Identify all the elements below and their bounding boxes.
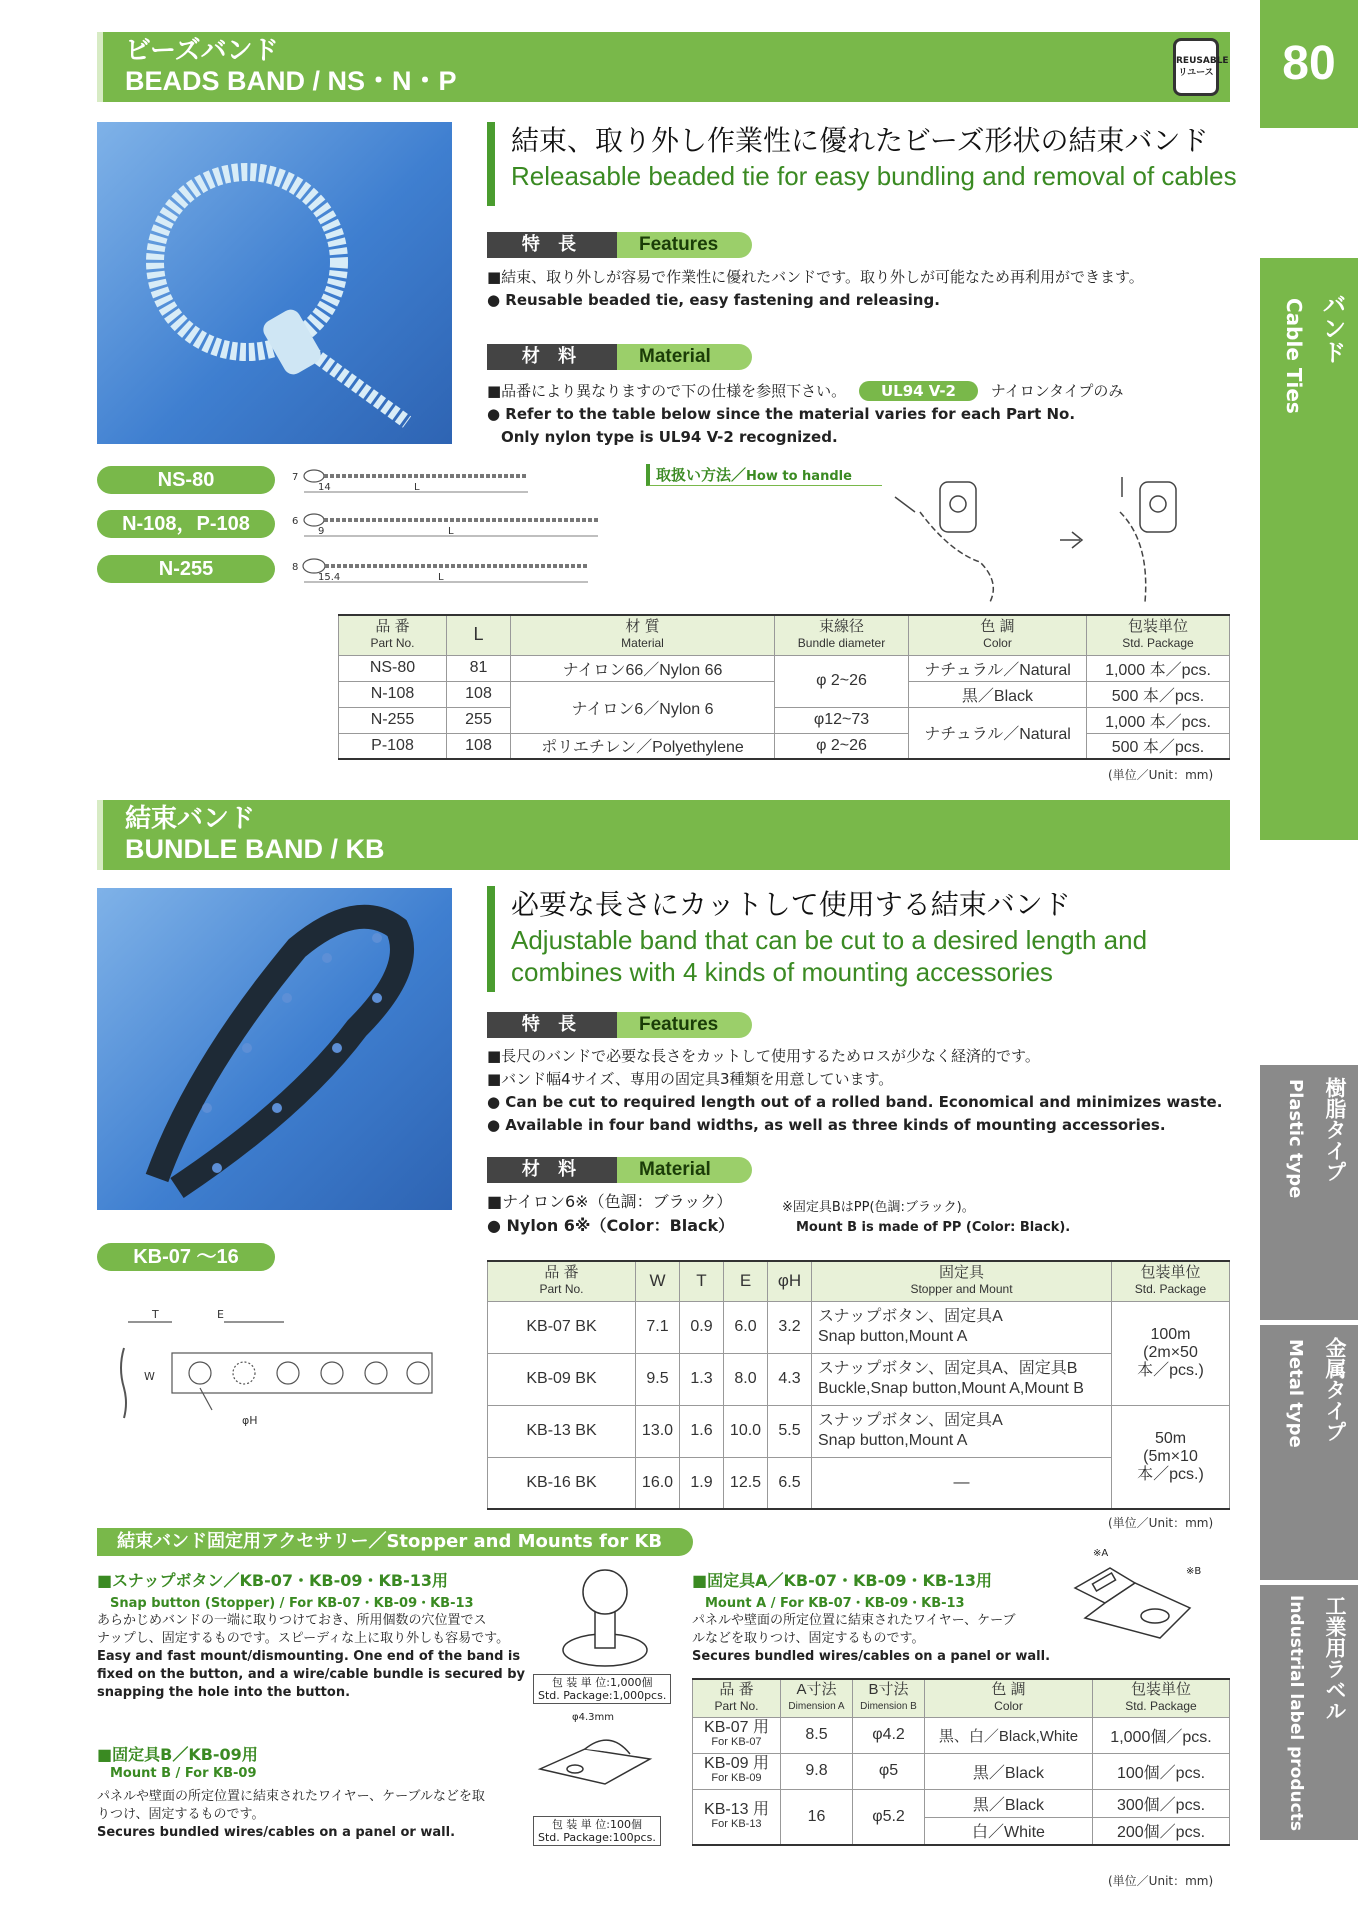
- bundle-features-text: [487, 1045, 1222, 1137]
- page-number-tab: [1260, 0, 1358, 128]
- material-line-jp: ■品番により異なりますので下の仕様を参照下さい。: [487, 382, 847, 400]
- mount-b-package: [533, 1816, 661, 1846]
- material-jp: 材 料: [487, 1157, 617, 1183]
- material-line-en2: Only nylon type is UL94 V-2 recognized.: [501, 428, 838, 446]
- dim-w-3: 15.4: [318, 572, 341, 583]
- page-number: 80: [1282, 37, 1336, 90]
- side-tab-en: Plastic type: [1285, 1079, 1306, 1199]
- side-tab-jp: 金属タイプ: [1323, 1337, 1347, 1442]
- table-row: KB-07 用 For KB-07 8.5 φ4.2 黒、白／Black,White 1,000個／pcs.: [693, 1717, 1230, 1753]
- th-material: 材 質 Material: [511, 615, 775, 655]
- desc-line: ルなどを取りつけ、固定するものです。: [692, 1631, 925, 1646]
- snap-package: [533, 1674, 671, 1704]
- note-jp: ※固定具BはPP(色調:ブラック)。: [782, 1200, 975, 1215]
- table-row: NS-80 81 ナイロン66／Nylon 66 φ 2~26 ナチュラル／Natural 1,000 本／pcs.: [339, 655, 1230, 681]
- dim-w-2: 9: [318, 526, 325, 537]
- mount-a-illustration: [1065, 1558, 1200, 1648]
- bundle-photo: [97, 888, 452, 1210]
- bundle-title-jp: 結束バンド: [125, 804, 256, 834]
- snap-button-illustration: [555, 1562, 655, 1672]
- th-package: 包装単位 Std. Package: [1087, 615, 1230, 655]
- handle-label-jp: 取扱い方法: [656, 466, 732, 484]
- desc-line: ナップし、固定するものです。スピーディな上に取り外しも容易です。: [97, 1631, 510, 1646]
- bundle-spec-table: [487, 1260, 1230, 1510]
- bundle-headline-en2: combines with 4 kinds of mounting accessories: [511, 957, 1053, 987]
- mount-a-table: [692, 1678, 1230, 1846]
- kb-dimension-drawing: [112, 1308, 442, 1428]
- table-row: P-108 108 ポリエチレン／Polyethylene φ 2~26 500 本／pcs.: [339, 733, 1230, 759]
- dim-l-3: L: [438, 572, 444, 583]
- bundle-material-text: [487, 1190, 734, 1238]
- bundle-headline: [487, 886, 1147, 992]
- snap-desc: [97, 1612, 525, 1702]
- pkg-line: 包 装 単 位:100個: [551, 1818, 643, 1831]
- beads-material-bar: [487, 344, 752, 370]
- dim-e: E: [217, 1308, 224, 1321]
- beads-illustration: [97, 122, 452, 444]
- table-row: KB-13 用 For KB-13 16 φ5.2 黒／Black 300個／pcs.: [693, 1789, 1230, 1817]
- material-en: Material: [617, 344, 752, 370]
- mount-a-mark-a: ※A: [1093, 1548, 1109, 1559]
- features-en: Features: [617, 232, 752, 258]
- beads-features-text: [487, 266, 1144, 312]
- material-line-en1: ● Refer to the table below since the material varies for each Part No.: [487, 405, 1076, 423]
- desc-line: Easy and fast mount/dismounting. One end of the band is: [97, 1649, 521, 1664]
- beads-title-jp: ビーズバンド: [125, 36, 279, 66]
- bundle-title-en: BUNDLE BAND / KB: [125, 834, 385, 864]
- pkg-line: Std. Package:100pcs.: [538, 1831, 656, 1844]
- bundle-material-note: [782, 1198, 1070, 1238]
- mount-a-subtitle: Mount A / For KB-07・KB-09・KB-13: [705, 1596, 965, 1611]
- desc-line: あらかじめバンドの一端に取りつけておき、所用個数の穴位置でス: [97, 1613, 487, 1628]
- mount-a-mark-b: ※B: [1186, 1566, 1202, 1577]
- side-tab-en: Metal type: [1285, 1339, 1306, 1448]
- dim-l-1: L: [414, 482, 420, 493]
- desc-line: fixed on the button, and a wire/cable bundle is secured by: [97, 1667, 526, 1682]
- desc-line: Secures bundled wires/cables on a panel or wall.: [97, 1825, 456, 1840]
- side-tab-jp: 樹脂タイプ: [1323, 1077, 1347, 1182]
- acc-unit: (単位／Unit：mm): [1108, 1874, 1214, 1888]
- th-color: 色 調 Color: [909, 615, 1087, 655]
- th-l: L: [447, 615, 511, 655]
- model-pill-ns80: NS-80: [97, 466, 275, 494]
- material-line-en: ● Nylon 6※（Color：Black）: [487, 1216, 735, 1235]
- table-row: KB-09 BK 9.5 1.3 8.0 4.3 スナップボタン、固定具A、固定具B Buckle,Snap button,Mount A,Mount B: [488, 1353, 1230, 1405]
- beads-material-text: [487, 380, 1123, 449]
- bundle-features-bar: [487, 1012, 752, 1038]
- side-tab-jp: バンド: [1318, 292, 1346, 364]
- pkg-line: 包 装 単 位:1,000個: [551, 1676, 653, 1689]
- desc-line: パネルや壁面の所定位置に結束されたワイヤー、ケーブルなどを取: [97, 1789, 485, 1804]
- features-en: Features: [617, 1012, 752, 1038]
- how-to-handle-illustration: [890, 472, 1230, 612]
- side-tab-jp: 工業用ラベル: [1323, 1595, 1347, 1721]
- features-jp: 特 長: [487, 232, 617, 258]
- feature-line: ● Can be cut to required length out of a rolled band. Economical and minimizes waste.: [487, 1093, 1223, 1111]
- snap-title: ■スナップボタン／KB-07・KB-09・KB-13用: [97, 1571, 448, 1590]
- beads-unit: (単位／Unit：mm): [1108, 768, 1214, 782]
- dim-h: φH: [242, 1414, 258, 1427]
- features-jp: 特 長: [487, 1012, 617, 1038]
- feature-line: ● Available in four band widths, as well as three kinds of mounting accessories.: [487, 1116, 1166, 1134]
- beads-spec-table: [338, 614, 1230, 760]
- th-part: 品 番 Part No.: [693, 1679, 781, 1717]
- th-dim-a: A寸法 Dimension A: [781, 1679, 853, 1717]
- beads-title-en: BEADS BAND / NS・N・P: [125, 66, 457, 96]
- bundle-material-bar: [487, 1157, 752, 1183]
- reusable-jp: リユース: [1178, 68, 1214, 78]
- dim-w: W: [144, 1370, 155, 1383]
- mount-b-desc: [97, 1788, 485, 1842]
- table-row: N-108 108 ナイロン6／Nylon 6 黒／Black 500 本／pcs.: [339, 681, 1230, 707]
- model-pill-kb: KB-07 ～16: [97, 1243, 275, 1271]
- feature-line-jp: ■結束、取り外しが容易で作業性に優れたバンドです。取り外しが可能なため再利用ができます。: [487, 268, 1144, 286]
- material-line-jp: ■ナイロン6※（色調：ブラック）: [487, 1192, 733, 1211]
- th-diameter: 束線径 Bundle diameter: [775, 615, 909, 655]
- model-pill-n255: N-255: [97, 555, 275, 583]
- bundle-band-illustration: [97, 888, 452, 1210]
- side-tab-en: Industrial label products: [1286, 1595, 1306, 1831]
- mount-b-title: ■固定具B／KB-09用: [97, 1745, 258, 1764]
- table-row: KB-09 用 For KB-09 9.8 φ5 黒／Black 100個／pcs.: [693, 1753, 1230, 1789]
- dim-h-2: 6: [292, 516, 299, 527]
- desc-line: snapping the hole into the button.: [97, 1685, 351, 1700]
- side-tab-metal[interactable]: [1260, 1325, 1358, 1580]
- beads-features-bar: [487, 232, 752, 258]
- handle-label: 取扱い方法／How to handle: [646, 464, 882, 486]
- beads-headline-jp: 結束、取り外し作業性に優れたビーズ形状の結束バンド: [511, 124, 1209, 157]
- th-t: T: [680, 1261, 724, 1301]
- bundle-title-bar: [97, 800, 1230, 870]
- mount-a-desc: [692, 1612, 1050, 1666]
- side-tab-label[interactable]: [1260, 1585, 1358, 1840]
- side-tab-cable-ties[interactable]: [1260, 258, 1358, 840]
- feature-line: ■バンド幅4サイズ、専用の固定具3種類を用意しています。: [487, 1070, 894, 1088]
- feature-line-en: ● Reusable beaded tie, easy fastening and releasing.: [487, 291, 940, 309]
- th-part: 品 番 Part No.: [488, 1261, 636, 1301]
- ul-badge: UL94 V-2: [859, 381, 978, 401]
- material-en: Material: [617, 1157, 752, 1183]
- mount-b-subtitle: Mount B / For KB-09: [110, 1766, 257, 1781]
- ul-note: ナイロンタイプのみ: [990, 382, 1124, 400]
- beads-title-bar: [97, 32, 1230, 102]
- material-jp: 材 料: [487, 344, 617, 370]
- th-package: 包装単位 Std. Package: [1112, 1261, 1230, 1301]
- th-color: 色 調 Color: [925, 1679, 1093, 1717]
- reusable-mark: [1173, 38, 1229, 96]
- side-tab-plastic[interactable]: [1260, 1065, 1358, 1320]
- mount-b-dim: φ4.3mm: [572, 1712, 614, 1723]
- bundle-headline-en1: Adjustable band that can be cut to a desired length and: [511, 925, 1148, 955]
- bundle-unit: (単位／Unit：mm): [1108, 1516, 1214, 1530]
- handle-label-en: How to handle: [746, 469, 852, 484]
- desc-line: Secures bundled wires/cables on a panel or wall.: [692, 1649, 1051, 1664]
- table-row: 白／White 200個／pcs.: [693, 1817, 1230, 1845]
- table-row: N-255 255 φ12~73 ナチュラル／Natural 1,000 本／pcs.: [339, 707, 1230, 733]
- bundle-headline-jp: 必要な長さにカットして使用する結束バンド: [511, 888, 1071, 921]
- th-part: 品 番 Part No.: [339, 615, 447, 655]
- th-dim-b: B寸法 Dimension B: [853, 1679, 925, 1717]
- dim-l-2: L: [448, 526, 454, 537]
- th-package: 包装単位 Std. Package: [1093, 1679, 1230, 1717]
- th-w: W: [636, 1261, 680, 1301]
- th-mount: 固定具 Stopper and Mount: [812, 1261, 1112, 1301]
- mount-a-title: ■固定具A／KB-07・KB-09・KB-13用: [692, 1571, 993, 1590]
- pkg-line: Std. Package:1,000pcs.: [538, 1689, 667, 1702]
- beads-headline-en: Releasable beaded tie for easy bundling and removal of cables: [511, 161, 1237, 191]
- th-h: φH: [768, 1261, 812, 1301]
- table-row: KB-07 BK 7.1 0.9 6.0 3.2 スナップボタン、固定具A Snap button,Mount A 100m (2m×50 本／pcs.): [488, 1301, 1230, 1353]
- desc-line: りつけ、固定するものです。: [97, 1807, 265, 1822]
- table-row: KB-16 BK 16.0 1.9 12.5 6.5 —: [488, 1457, 1230, 1509]
- beads-photo: [97, 122, 452, 444]
- dim-h-1: 7: [292, 472, 299, 483]
- dim-h-3: 8: [292, 562, 299, 573]
- mount-b-illustration: [535, 1724, 655, 1794]
- accessories-title: 結束バンド固定用アクセサリー／Stopper and Mounts for KB: [97, 1528, 693, 1556]
- feature-line: ■長尺のバンドで必要な長さをカットして使用するためロスが少なく経済的です。: [487, 1047, 1040, 1065]
- table-row: KB-13 BK 13.0 1.6 10.0 5.5 スナップボタン、固定具A Snap button,Mount A 50m (5m×10 本／pcs.): [488, 1405, 1230, 1457]
- desc-line: パネルや壁面の所定位置に結束されたワイヤー、ケーブ: [692, 1613, 1016, 1628]
- th-e: E: [724, 1261, 768, 1301]
- model-pill-n108: N-108，P-108: [97, 510, 275, 538]
- snap-subtitle: Snap button (Stopper) / For KB-07・KB-09・KB-13: [110, 1596, 474, 1611]
- side-tab-en: Cable Ties: [1282, 298, 1306, 414]
- note-en: Mount B is made of PP (Color: Black).: [796, 1220, 1071, 1235]
- dim-t: T: [152, 1308, 159, 1321]
- beads-headline: [487, 122, 1237, 206]
- reusable-en: REUSABLE: [1176, 56, 1229, 66]
- beads-dimension-drawings: [288, 462, 608, 592]
- dim-w-1: 14: [318, 482, 331, 493]
